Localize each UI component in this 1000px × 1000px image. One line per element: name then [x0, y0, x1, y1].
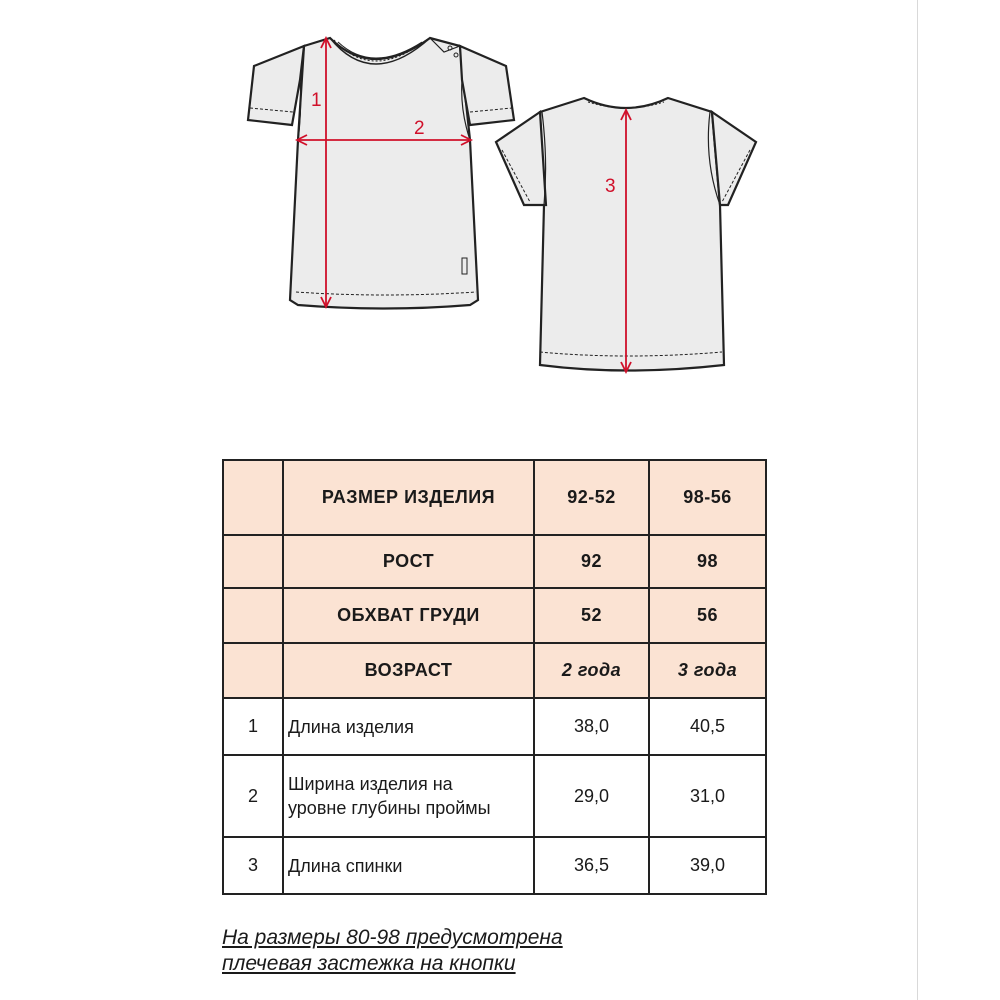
front-tshirt: [248, 38, 514, 309]
age-value: 3 года: [649, 643, 766, 698]
chest-value: 52: [534, 588, 649, 643]
size-row: [223, 460, 766, 535]
measurement-num: 1: [223, 698, 283, 755]
size-value: 98-56: [649, 460, 766, 535]
measurement-row: [223, 837, 766, 894]
measurement-num: 3: [223, 837, 283, 894]
size-value: 92-52: [534, 460, 649, 535]
measurement-label-line: уровне глубины проймы: [288, 798, 491, 818]
measurement-value: 38,0: [534, 698, 649, 755]
size-label: РАЗМЕР ИЗДЕЛИЯ: [283, 460, 534, 535]
num-cell: [223, 460, 283, 535]
marker-2: 2: [414, 118, 425, 139]
chest-label: ОБХВАТ ГРУДИ: [283, 588, 534, 643]
measurement-value: 39,0: [649, 837, 766, 894]
marker-1: 1: [311, 90, 322, 111]
height-value: 98: [649, 535, 766, 588]
num-cell: [223, 643, 283, 698]
back-tshirt: [496, 98, 756, 372]
height-row: [223, 535, 766, 588]
measurement-value: 29,0: [534, 755, 649, 837]
measurement-label: Длина спинки: [283, 837, 534, 894]
measurement-row: [223, 755, 766, 837]
measurement-label: Длина изделия: [283, 698, 534, 755]
footnote-line: На размеры 80-98 предусмотрена: [222, 926, 563, 949]
measurement-num: 2: [223, 755, 283, 837]
chest-row: [223, 588, 766, 643]
measurement-label-line: Ширина изделия на: [288, 774, 453, 794]
num-cell: [223, 588, 283, 643]
measurement-row: [223, 698, 766, 755]
measurement-value: 31,0: [649, 755, 766, 837]
age-label: ВОЗРАСТ: [283, 643, 534, 698]
marker-3: 3: [605, 176, 616, 197]
chest-value: 56: [649, 588, 766, 643]
footnote-line: плечевая застежка на кнопки: [222, 952, 516, 975]
measurement-label: [283, 755, 534, 837]
measurement-value: 40,5: [649, 698, 766, 755]
size-table: [222, 459, 767, 895]
height-value: 92: [534, 535, 649, 588]
measurement-value: 36,5: [534, 837, 649, 894]
footnote: [222, 925, 652, 977]
age-row: [223, 643, 766, 698]
num-cell: [223, 535, 283, 588]
garment-drawings: [0, 0, 1000, 400]
age-value: 2 года: [534, 643, 649, 698]
height-label: РОСТ: [283, 535, 534, 588]
